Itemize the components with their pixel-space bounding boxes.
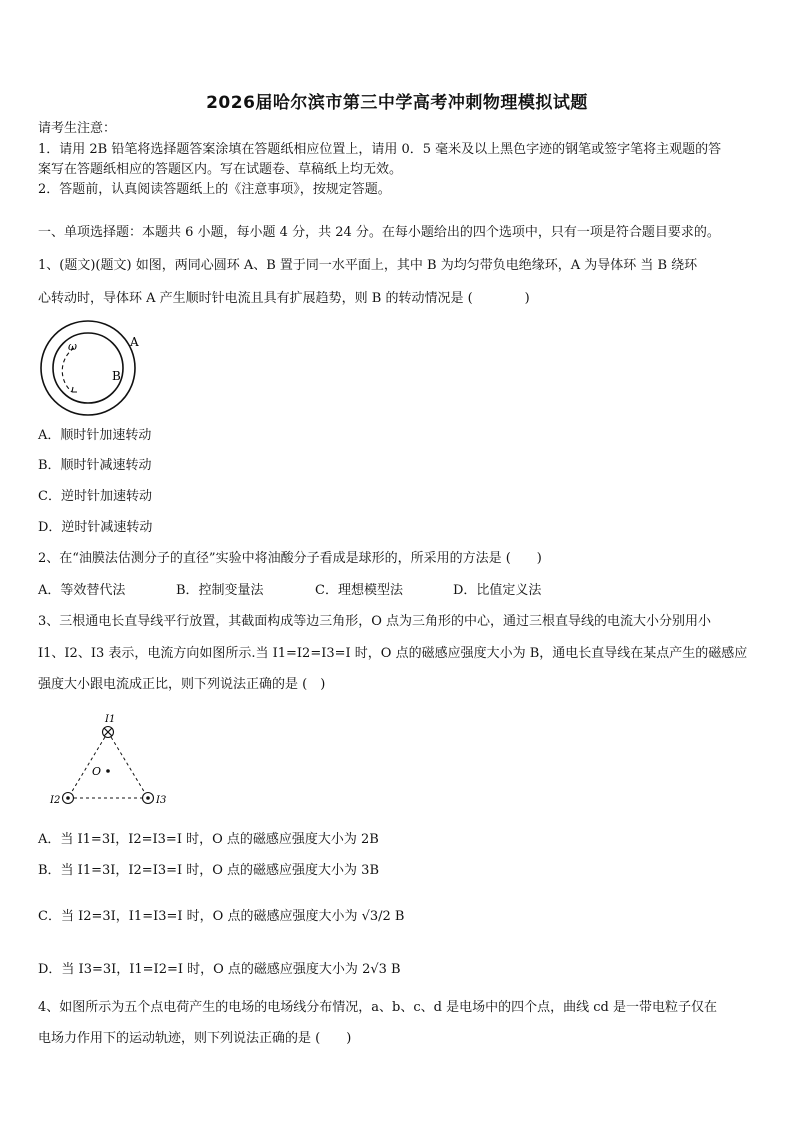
o-label: O — [92, 765, 102, 778]
q2-option-b: B．控制变量法 — [176, 583, 264, 598]
i3-label: I3 — [156, 795, 167, 806]
q3-option-a: A．当 I1=3I，I2=I3=I 时，O 点的磁感应强度大小为 2B — [38, 832, 379, 847]
q3-option-d-text: D．当 I3=3I，I1=I2=I 时，O 点的磁感应强度大小为 — [38, 962, 358, 977]
q1-option-c: C．逆时针加速转动 — [38, 489, 152, 504]
q3-option-d — [38, 962, 401, 978]
q1-stem-line-1: 1、(题文)(题文) 如图，两同心圆环 A、B 置于同一水平面上，其中 B 为均匀带负电绝缘环，A 为导体环 当 B 绕环 — [38, 258, 698, 273]
ring-b — [53, 333, 123, 403]
q1-option-d: D．逆时针减速转动 — [38, 520, 153, 535]
three-wires-figure — [48, 708, 178, 812]
wire-i2-out-of-page-icon — [63, 793, 74, 804]
q2-option-c: C．理想模型法 — [315, 583, 403, 598]
q3-stem-line-3: 强度大小跟电流成正比，则下列说法正确的是 ( ) — [38, 677, 326, 692]
q1-stem-line-2: 心转动时，导体环 A 产生顺时针电流且具有扩展趋势，则 B 的转动情况是 ( ) — [38, 291, 530, 306]
q3-option-d-value: 2√3 B — [362, 962, 401, 977]
wire-i1-into-page-icon — [103, 727, 114, 738]
notice-item-1-line-1: 1．请用 2B 铅笔将选择题答案涂填在答题纸相应位置上，请用 0．5 毫米及以上黑色字迹的钢笔或签字笔将主观题的答 — [38, 142, 722, 157]
section-heading: 一、单项选择题：本题共 6 小题，每小题 4 分，共 24 分。在每小题给出的四个选项中，只有一项是符合题目要求的。 — [38, 225, 720, 240]
ring-a-label: A — [130, 335, 139, 349]
notice-heading: 请考生注意： — [38, 121, 117, 136]
concentric-rings-figure — [34, 318, 146, 418]
q3-stem-line-2: I1、I2、I3 表示，电流方向如图所示.当 I1=I2=I3=I 时，O 点的磁感应强度大小为 B，通电长直导线在某点产生的磁感应 — [38, 646, 748, 661]
q3-option-b: B．当 I1=3I，I2=I3=I 时，O 点的磁感应强度大小为 3B — [38, 863, 380, 878]
notice-item-1-line-2: 案写在答题纸相应的答题区内。写在试题卷、草稿纸上均无效。 — [38, 162, 403, 177]
page-title: 2026届哈尔滨市第三中学高考冲刺物理模拟试题 — [206, 93, 588, 113]
q3-option-c-value: √3/2 B — [361, 909, 405, 924]
q4-stem-line-2: 电场力作用下的运动轨迹，则下列说法正确的是 ( ) — [38, 1031, 352, 1046]
q1-option-b: B．顺时针减速转动 — [38, 458, 152, 473]
omega-label: ω — [68, 340, 77, 353]
wire-i3-out-of-page-icon — [143, 793, 154, 804]
q3-option-c — [38, 909, 405, 925]
ring-a — [41, 321, 135, 415]
notice-item-2: 2．答题前，认真阅读答题纸上的《注意事项》，按规定答题。 — [38, 182, 391, 197]
q3-stem-line-1: 3、三根通电长直导线平行放置，其截面构成等边三角形，O 点为三角形的中心，通过三根直导线的电流大小分别用小 — [38, 614, 712, 629]
triangle-side-right — [108, 732, 148, 798]
rotation-arrow — [62, 348, 74, 392]
rotation-arrow-head — [72, 387, 77, 392]
q2-option-a: A．等效替代法 — [38, 583, 126, 598]
q2-option-d: D．比值定义法 — [453, 583, 542, 598]
center-point-o — [106, 769, 110, 773]
i2-label: I2 — [50, 795, 61, 806]
ring-b-label: B — [112, 369, 121, 383]
i1-label: I1 — [105, 714, 116, 725]
triangle-side-left — [68, 732, 108, 798]
q2-stem: 2、在“油膜法估测分子的直径”实验中将油酸分子看成是球形的，所采用的方法是 ( ) — [38, 551, 542, 566]
q1-option-a: A．顺时针加速转动 — [38, 428, 152, 443]
q4-stem-line-1: 4、如图所示为五个点电荷产生的电场的电场线分布情况，a、b、c、d 是电场中的四个点，曲线 cd 是一带电粒子仅在 — [38, 1000, 717, 1015]
q3-option-c-text: C．当 I2=3I，I1=I3=I 时，O 点的磁感应强度大小为 — [38, 909, 358, 924]
